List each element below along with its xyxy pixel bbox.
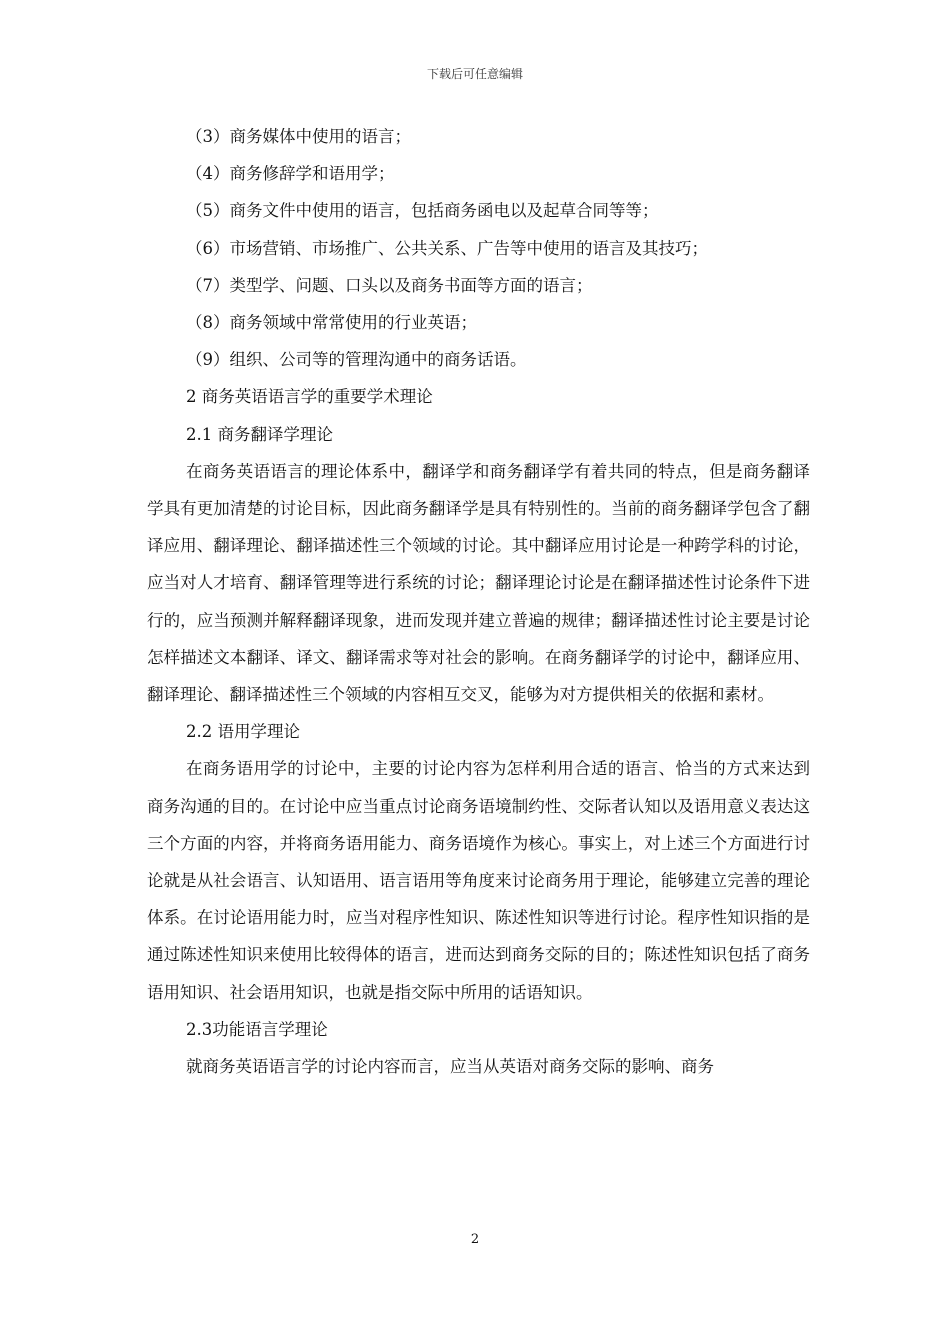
section-2-1-paragraph: 在商务英语语言的理论体系中，翻译学和商务翻译学有着共同的特点，但是商务翻译学具有更加清楚的讨论目标，因此商务翻译学是具有特别性的。当前的商务翻译学包含了翻译应用、翻译理论、翻译描述性三个领域的讨论。其中翻译应用讨论是一种跨学科的讨论，应当对人才培育、翻译管理等进行系统的讨论；翻译理论讨论是在翻译描述性讨论条件下进行的，应当预测并解释翻译现象，进而发现并建立普遍的规律；翻译描述性讨论主要是讨论怎样描述文本翻译、译文、翻译需求等对社会的影响。在商务翻译学的讨论中，翻译应用、翻译理论、翻译描述性三个领域的内容相互交叉，能够为对方提供相关的依据和素材。 bbox=[147, 461, 810, 705]
section-2-heading: 2 商务英语语言学的重要学术理论 bbox=[186, 387, 433, 407]
list-item-8: （8）商务领域中常常使用的行业英语； bbox=[186, 313, 477, 333]
list-item-6: （6）市场营销、市场推广、公共关系、广告等中使用的语言及其技巧； bbox=[186, 238, 708, 258]
section-2-2-paragraph: 在商务语用学的讨论中，主要的讨论内容为怎样利用合适的语言、恰当的方式来达到商务沟通的目的。在讨论中应当重点讨论商务语境制约性、交际者认知以及语用意义表达这三个方面的内容，并将商务语用能力、商务语境作为核心。事实上，对上述三个方面进行讨论就是从社会语言、认知语用、语言语用等角度来讨论商务用于理论，能够建立完善的理论体系。在讨论语用能力时，应当对程序性知识、陈述性知识等进行讨论。程序性知识指的是通过陈述性知识来使用比较得体的语言，进而达到商务交际的目的；陈述性知识包括了商务语用知识、社会语用知识，也就是指交际中所用的话语知识。 bbox=[147, 759, 810, 1002]
document-body bbox=[147, 118, 810, 1085]
section-2-2-heading: 2.2 语用学理论 bbox=[186, 722, 300, 742]
section-2-3-paragraph: 就商务英语语言学的讨论内容而言，应当从英语对商务交际的影响、商务 bbox=[186, 1057, 714, 1077]
list-item-9: （9）组织、公司等的管理沟通中的商务话语。 bbox=[186, 350, 527, 370]
section-2-1-heading: 2.1 商务翻译学理论 bbox=[186, 424, 333, 444]
list-item-5: （5）商务文件中使用的语言，包括商务函电以及起草合同等等； bbox=[186, 201, 659, 221]
list-item-7: （7）类型学、问题、口头以及商务书面等方面的语言； bbox=[186, 275, 593, 295]
list-item-4: （4）商务修辞学和语用学； bbox=[186, 164, 395, 184]
section-2-3-heading: 2.3功能语言学理论 bbox=[186, 1019, 328, 1039]
list-item-3: （3）商务媒体中使用的语言； bbox=[186, 127, 411, 146]
page-number: 2 bbox=[470, 1232, 480, 1247]
page-header: 下载后可任意编辑 bbox=[426, 67, 523, 81]
